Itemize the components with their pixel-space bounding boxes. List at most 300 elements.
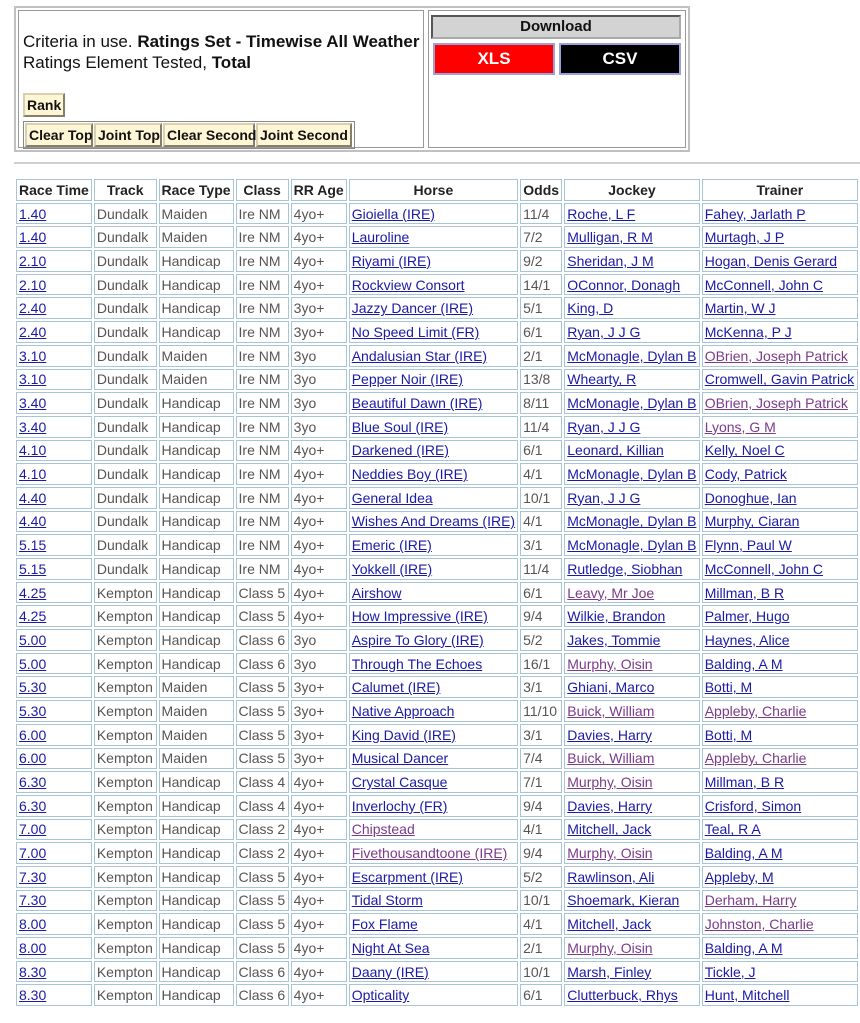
trainer-cell[interactable]	[702, 250, 858, 272]
trainer-link[interactable]: OBrien, Joseph Patrick	[704, 395, 848, 412]
horse-link[interactable]: Wishes And Dreams (IRE)	[351, 513, 516, 530]
horse-cell[interactable]	[349, 984, 518, 1006]
trainer-cell[interactable]	[702, 819, 858, 841]
horse-link[interactable]: Chipstead	[351, 821, 415, 838]
race-time-link[interactable]: 7.30	[19, 892, 47, 909]
jockey-cell[interactable]	[564, 842, 699, 864]
table-row	[16, 487, 858, 509]
trainer-link[interactable]: Appleby, Charlie	[704, 750, 807, 767]
joint-top-button[interactable]: Joint Top	[94, 123, 162, 147]
horse-cell[interactable]	[349, 487, 518, 509]
trainer-cell[interactable]	[702, 676, 858, 698]
horse-cell[interactable]	[349, 534, 518, 556]
horse-cell[interactable]	[349, 203, 518, 225]
trainer-cell[interactable]	[702, 771, 858, 793]
jockey-cell[interactable]	[564, 629, 699, 651]
race-time-link[interactable]: 8.30	[19, 987, 47, 1004]
horse-link[interactable]: Tidal Storm	[351, 892, 423, 909]
horse-link[interactable]: Crystal Casque	[351, 774, 448, 791]
horse-link[interactable]: Calumet (IRE)	[351, 679, 441, 696]
jockey-link[interactable]: Mitchell, Jack	[567, 916, 652, 933]
trainer-link[interactable]: Hogan, Denis Gerard	[704, 252, 837, 269]
horse-link[interactable]: Blue Soul (IRE)	[351, 418, 449, 435]
jockey-cell[interactable]	[564, 890, 699, 912]
horse-cell[interactable]	[349, 582, 518, 604]
jockey-cell[interactable]	[564, 771, 699, 793]
race-time-cell[interactable]	[16, 392, 92, 414]
horse-link[interactable]: Opticality	[351, 987, 410, 1004]
horse-cell[interactable]	[349, 345, 518, 367]
race-time-link[interactable]: 8.00	[19, 939, 47, 956]
trainer-link[interactable]: Fahey, Jarlath P	[704, 205, 806, 222]
jockey-link[interactable]: Leonard, Killian	[567, 442, 664, 459]
jockey-link[interactable]: Sheridan, J M	[567, 252, 654, 269]
trainer-link[interactable]: Crisford, Simon	[704, 797, 802, 814]
jockey-cell[interactable]	[564, 866, 699, 888]
trainer-link[interactable]: Botti, M	[704, 679, 753, 696]
header-trainer[interactable]: Trainer	[702, 179, 858, 201]
race-time-link[interactable]: 5.30	[19, 679, 47, 696]
race-time-cell[interactable]	[16, 369, 92, 391]
trainer-cell[interactable]	[702, 937, 858, 959]
jockey-link[interactable]: Marsh, Finley	[567, 963, 652, 980]
horse-cell[interactable]	[349, 274, 518, 296]
horse-cell[interactable]	[349, 819, 518, 841]
jockey-link[interactable]: Murphy, Oisin	[567, 845, 653, 862]
trainer-cell[interactable]	[702, 297, 858, 319]
horse-link[interactable]: Daany (IRE)	[351, 963, 429, 980]
race-time-cell[interactable]	[16, 321, 92, 343]
jockey-link[interactable]: Rawlinson, Ali	[567, 868, 655, 885]
race-time-cell[interactable]	[16, 203, 92, 225]
race-time-link[interactable]: 5.15	[19, 537, 47, 554]
race-time-cell[interactable]	[16, 416, 92, 438]
trainer-link[interactable]: Millman, B R	[704, 774, 785, 791]
trainer-cell[interactable]	[702, 203, 858, 225]
race-time-link[interactable]: 1.40	[19, 205, 47, 222]
horse-link[interactable]: Gioiella (IRE)	[351, 205, 435, 222]
horse-cell[interactable]	[349, 842, 518, 864]
horse-cell[interactable]	[349, 297, 518, 319]
trainer-link[interactable]: Botti, M	[704, 726, 753, 743]
trainer-link[interactable]: Millman, B R	[704, 584, 785, 601]
trainer-link[interactable]: Palmer, Hugo	[704, 608, 790, 625]
race-time-link[interactable]: 5.15	[19, 560, 47, 577]
race-time-link[interactable]: 2.10	[19, 276, 47, 293]
jockey-link[interactable]: McMonagle, Dylan B	[567, 466, 697, 483]
race-time-cell[interactable]	[16, 842, 92, 864]
horse-link[interactable]: Inverlochy (FR)	[351, 797, 448, 814]
race-time-cell[interactable]	[16, 676, 92, 698]
trainer-link[interactable]: Cromwell, Gavin Patrick	[704, 371, 855, 388]
element-prefix: Ratings Element Tested,	[23, 53, 212, 72]
trainer-cell[interactable]	[702, 629, 858, 651]
race-time-cell[interactable]	[16, 795, 92, 817]
trainer-cell[interactable]	[702, 913, 858, 935]
trainer-cell[interactable]	[702, 321, 858, 343]
horse-link[interactable]: How Impressive (IRE)	[351, 608, 488, 625]
race-time-cell[interactable]	[16, 700, 92, 722]
race-time-cell[interactable]	[16, 748, 92, 770]
trainer-link[interactable]: McConnell, John C	[704, 276, 823, 293]
horse-link[interactable]: Pepper Noir (IRE)	[351, 371, 463, 388]
jockey-link[interactable]: McMonagle, Dylan B	[567, 513, 697, 530]
horse-cell[interactable]	[349, 795, 518, 817]
jockey-cell[interactable]	[564, 984, 699, 1006]
horse-cell[interactable]	[349, 392, 518, 414]
class-cell: Class 6	[236, 653, 289, 675]
clear-second-button[interactable]: Clear Second	[163, 123, 255, 147]
trainer-cell[interactable]	[702, 369, 858, 391]
trainer-cell[interactable]	[702, 961, 858, 983]
race-time-link[interactable]: 6.30	[19, 797, 47, 814]
horse-link[interactable]: Lauroline	[351, 229, 410, 246]
trainer-cell[interactable]	[702, 653, 858, 675]
race-time-cell[interactable]	[16, 724, 92, 746]
race-type-cell: Maiden	[159, 676, 234, 698]
race-time-link[interactable]: 4.40	[19, 513, 47, 530]
horse-cell[interactable]	[349, 937, 518, 959]
trainer-link[interactable]: OBrien, Joseph Patrick	[704, 347, 848, 364]
race-time-link[interactable]: 2.10	[19, 252, 47, 269]
jockey-link[interactable]: Shoemark, Kieran	[567, 892, 680, 909]
trainer-cell[interactable]	[702, 582, 858, 604]
trainer-link[interactable]: McConnell, John C	[704, 560, 823, 577]
trainer-link[interactable]: Appleby, M	[704, 868, 774, 885]
trainer-link[interactable]: Johnston, Charlie	[704, 916, 814, 933]
trainer-cell[interactable]	[702, 226, 858, 248]
horse-link[interactable]: Fivethousandtoone (IRE)	[351, 845, 508, 862]
race-time-link[interactable]: 4.25	[19, 584, 47, 601]
table-row	[16, 274, 858, 296]
jockey-link[interactable]: Murphy, Oisin	[567, 939, 653, 956]
jockey-link[interactable]: Jakes, Tommie	[567, 631, 661, 648]
jockey-cell[interactable]	[564, 203, 699, 225]
horse-link[interactable]: Beautiful Dawn (IRE)	[351, 395, 483, 412]
race-time-cell[interactable]	[16, 984, 92, 1006]
class-cell: Ire NM	[236, 297, 289, 319]
table-row	[16, 629, 858, 651]
horse-cell[interactable]	[349, 416, 518, 438]
jockey-link[interactable]: Mulligan, R M	[567, 229, 653, 246]
trainer-cell[interactable]	[702, 558, 858, 580]
header-jockey[interactable]: Jockey	[564, 179, 699, 201]
race-time-cell[interactable]	[16, 274, 92, 296]
jockey-link[interactable]: Mitchell, Jack	[567, 821, 652, 838]
trainer-link[interactable]: Teal, R A	[704, 821, 761, 838]
trainer-cell[interactable]	[702, 463, 858, 485]
jockey-link[interactable]: McMonagle, Dylan B	[567, 537, 697, 554]
header-class[interactable]: Class	[236, 179, 289, 201]
race-time-cell[interactable]	[16, 605, 92, 627]
jockey-cell[interactable]	[564, 534, 699, 556]
trainer-cell[interactable]	[702, 392, 858, 414]
trainer-link[interactable]: Kelly, Noel C	[704, 442, 785, 459]
trainer-cell[interactable]	[702, 345, 858, 367]
race-time-cell[interactable]	[16, 440, 92, 462]
race-time-cell[interactable]	[16, 226, 92, 248]
jockey-cell[interactable]	[564, 463, 699, 485]
jockey-link[interactable]: Clutterbuck, Rhys	[567, 987, 678, 1004]
jockey-link[interactable]: Wilkie, Brandon	[567, 608, 666, 625]
trainer-cell[interactable]	[702, 890, 858, 912]
xls-download-button[interactable]: XLS	[433, 43, 555, 75]
race-time-link[interactable]: 3.40	[19, 418, 47, 435]
jockey-link[interactable]: King, D	[567, 300, 614, 317]
trainer-cell[interactable]	[702, 724, 858, 746]
trainer-cell[interactable]	[702, 274, 858, 296]
race-time-cell[interactable]	[16, 250, 92, 272]
header-race-type[interactable]: Race Type	[159, 179, 234, 201]
horse-cell[interactable]	[349, 676, 518, 698]
trainer-cell[interactable]	[702, 866, 858, 888]
trainer-link[interactable]: Cody, Patrick	[704, 466, 787, 483]
trainer-cell[interactable]	[702, 511, 858, 533]
jockey-cell[interactable]	[564, 274, 699, 296]
jockey-cell[interactable]	[564, 345, 699, 367]
odds-cell: 9/2	[520, 250, 562, 272]
jockey-cell[interactable]	[564, 416, 699, 438]
jockey-cell[interactable]	[564, 392, 699, 414]
race-time-cell[interactable]	[16, 582, 92, 604]
trainer-link[interactable]: Donoghue, Ian	[704, 489, 797, 506]
jockey-link[interactable]: McMonagle, Dylan B	[567, 395, 697, 412]
trainer-link[interactable]: Flynn, Paul W	[704, 537, 792, 554]
horse-link[interactable]: Darkened (IRE)	[351, 442, 449, 459]
horse-cell[interactable]	[349, 226, 518, 248]
race-time-link[interactable]: 7.30	[19, 868, 47, 885]
jockey-cell[interactable]	[564, 937, 699, 959]
race-time-cell[interactable]	[16, 913, 92, 935]
horse-link[interactable]: Through The Echoes	[351, 655, 483, 672]
jockey-cell[interactable]	[564, 297, 699, 319]
race-time-link[interactable]: 3.10	[19, 371, 47, 388]
horse-cell[interactable]	[349, 700, 518, 722]
trainer-cell[interactable]	[702, 534, 858, 556]
header-race-time[interactable]: Race Time	[16, 179, 92, 201]
trainer-cell[interactable]	[702, 984, 858, 1006]
jockey-cell[interactable]	[564, 700, 699, 722]
race-time-cell[interactable]	[16, 937, 92, 959]
rr-age-cell: 3yo+	[291, 748, 347, 770]
trainer-link[interactable]: Balding, A M	[704, 655, 783, 672]
race-time-link[interactable]: 7.00	[19, 821, 47, 838]
jockey-cell[interactable]	[564, 511, 699, 533]
horse-cell[interactable]	[349, 961, 518, 983]
horse-cell[interactable]	[349, 558, 518, 580]
trainer-link[interactable]: Tickle, J	[704, 963, 756, 980]
race-time-cell[interactable]	[16, 463, 92, 485]
race-time-cell[interactable]	[16, 890, 92, 912]
trainer-link[interactable]: Martin, W J	[704, 300, 776, 317]
jockey-link[interactable]: Murphy, Oisin	[567, 774, 653, 791]
jockey-link[interactable]: OConnor, Donagh	[567, 276, 681, 293]
horse-link[interactable]: Andalusian Star (IRE)	[351, 347, 488, 364]
race-time-link[interactable]: 3.40	[19, 395, 47, 412]
jockey-cell[interactable]	[564, 226, 699, 248]
race-time-link[interactable]: 6.30	[19, 774, 47, 791]
race-time-cell[interactable]	[16, 653, 92, 675]
race-time-cell[interactable]	[16, 511, 92, 533]
horse-cell[interactable]	[349, 771, 518, 793]
horse-cell[interactable]	[349, 511, 518, 533]
jockey-link[interactable]: Davies, Harry	[567, 797, 653, 814]
race-time-cell[interactable]	[16, 345, 92, 367]
race-time-link[interactable]: 4.40	[19, 489, 47, 506]
race-time-link[interactable]: 8.30	[19, 963, 47, 980]
jockey-cell[interactable]	[564, 748, 699, 770]
jockey-cell[interactable]	[564, 250, 699, 272]
horse-link[interactable]: Rockview Consort	[351, 276, 465, 293]
race-time-cell[interactable]	[16, 629, 92, 651]
jockey-link[interactable]: Buick, William	[567, 750, 655, 767]
joint-second-button[interactable]: Joint Second	[256, 123, 352, 147]
jockey-link[interactable]: Davies, Harry	[567, 726, 653, 743]
race-time-link[interactable]: 3.10	[19, 347, 47, 364]
jockey-link[interactable]: Whearty, R	[567, 371, 637, 388]
race-time-cell[interactable]	[16, 819, 92, 841]
horse-link[interactable]: Night At Sea	[351, 939, 430, 956]
jockey-link[interactable]: Ryan, J J G	[567, 489, 641, 506]
jockey-link[interactable]: Ghiani, Marco	[567, 679, 655, 696]
jockey-cell[interactable]	[564, 369, 699, 391]
race-time-link[interactable]: 6.00	[19, 750, 47, 767]
horse-link[interactable]: Escarpment (IRE)	[351, 868, 463, 885]
jockey-cell[interactable]	[564, 558, 699, 580]
trainer-link[interactable]: Lyons, G M	[704, 418, 776, 435]
jockey-cell[interactable]	[564, 819, 699, 841]
trainer-link[interactable]: Haynes, Alice	[704, 631, 790, 648]
horse-link[interactable]: No Speed Limit (FR)	[351, 323, 480, 340]
horse-link[interactable]: Aspire To Glory (IRE)	[351, 631, 484, 648]
horse-cell[interactable]	[349, 653, 518, 675]
horse-cell[interactable]	[349, 463, 518, 485]
jockey-cell[interactable]	[564, 321, 699, 343]
race-time-link[interactable]: 8.00	[19, 916, 47, 933]
trainer-link[interactable]: Balding, A M	[704, 845, 783, 862]
jockey-link[interactable]: Roche, L F	[567, 205, 636, 222]
horse-link[interactable]: Native Approach	[351, 702, 455, 719]
jockey-cell[interactable]	[564, 961, 699, 983]
jockey-link[interactable]: Ryan, J J G	[567, 418, 641, 435]
horse-link[interactable]: King David (IRE)	[351, 726, 456, 743]
trainer-link[interactable]: Murphy, Ciaran	[704, 513, 800, 530]
trainer-cell[interactable]	[702, 700, 858, 722]
trainer-link[interactable]: Murtagh, J P	[704, 229, 785, 246]
horse-cell[interactable]	[349, 866, 518, 888]
jockey-cell[interactable]	[564, 440, 699, 462]
trainer-cell[interactable]	[702, 605, 858, 627]
trainer-cell[interactable]	[702, 795, 858, 817]
jockey-cell[interactable]	[564, 487, 699, 509]
jockey-cell[interactable]	[564, 676, 699, 698]
trainer-link[interactable]: McKenna, P J	[704, 323, 792, 340]
jockey-cell[interactable]	[564, 913, 699, 935]
jockey-link[interactable]: Buick, William	[567, 702, 655, 719]
trainer-cell[interactable]	[702, 416, 858, 438]
trainer-link[interactable]: Balding, A M	[704, 939, 783, 956]
table-row	[16, 558, 858, 580]
race-time-cell[interactable]	[16, 487, 92, 509]
horse-link[interactable]: Jazzy Dancer (IRE)	[351, 300, 474, 317]
horse-link[interactable]: Musical Dancer	[351, 750, 449, 767]
horse-link[interactable]: Fox Flame	[351, 916, 418, 933]
jockey-cell[interactable]	[564, 724, 699, 746]
horse-link[interactable]: Riyami (IRE)	[351, 252, 432, 269]
trainer-link[interactable]: Hunt, Mitchell	[704, 987, 790, 1004]
horse-link[interactable]: Airshow	[351, 584, 402, 601]
race-time-link[interactable]: 5.00	[19, 631, 47, 648]
jockey-cell[interactable]	[564, 582, 699, 604]
header-track[interactable]: Track	[94, 179, 157, 201]
horse-cell[interactable]	[349, 629, 518, 651]
horse-link[interactable]: Neddies Boy (IRE)	[351, 466, 468, 483]
jockey-cell[interactable]	[564, 653, 699, 675]
jockey-link[interactable]: Murphy, Oisin	[567, 655, 653, 672]
race-time-link[interactable]: 2.40	[19, 323, 47, 340]
horse-link[interactable]: Yokkell (IRE)	[351, 560, 433, 577]
horse-link[interactable]: Emeric (IRE)	[351, 537, 432, 554]
horse-cell[interactable]	[349, 724, 518, 746]
jockey-link[interactable]: Leavy, Mr Joe	[567, 584, 655, 601]
horse-cell[interactable]	[349, 748, 518, 770]
trainer-cell[interactable]	[702, 487, 858, 509]
horse-cell[interactable]	[349, 321, 518, 343]
rank-button[interactable]: Rank	[23, 93, 65, 117]
race-time-link[interactable]: 2.40	[19, 300, 47, 317]
race-time-link[interactable]: 4.10	[19, 466, 47, 483]
clear-top-button[interactable]: Clear Top	[25, 123, 93, 147]
trainer-link[interactable]: Appleby, Charlie	[704, 702, 807, 719]
race-time-link[interactable]: 7.00	[19, 845, 47, 862]
table-row	[16, 440, 858, 462]
race-time-link[interactable]: 4.10	[19, 442, 47, 459]
race-time-link[interactable]: 5.30	[19, 702, 47, 719]
horse-cell[interactable]	[349, 890, 518, 912]
trainer-cell[interactable]	[702, 748, 858, 770]
trainer-link[interactable]: Derham, Harry	[704, 892, 797, 909]
jockey-cell[interactable]	[564, 605, 699, 627]
horse-cell[interactable]	[349, 369, 518, 391]
horse-link[interactable]: General Idea	[351, 489, 433, 506]
race-time-link[interactable]: 5.00	[19, 655, 47, 672]
jockey-link[interactable]: McMonagle, Dylan B	[567, 347, 697, 364]
horse-cell[interactable]	[349, 250, 518, 272]
horse-cell[interactable]	[349, 440, 518, 462]
race-time-link[interactable]: 6.00	[19, 726, 47, 743]
race-time-cell[interactable]	[16, 558, 92, 580]
race-time-link[interactable]: 1.40	[19, 229, 47, 246]
header-rr-age[interactable]: RR Age	[291, 179, 347, 201]
race-time-cell[interactable]	[16, 866, 92, 888]
jockey-cell[interactable]	[564, 795, 699, 817]
trainer-cell[interactable]	[702, 440, 858, 462]
csv-download-button[interactable]: CSV	[559, 43, 681, 75]
race-time-cell[interactable]	[16, 534, 92, 556]
race-time-cell[interactable]	[16, 961, 92, 983]
jockey-link[interactable]: Ryan, J J G	[567, 323, 641, 340]
jockey-link[interactable]: Rutledge, Siobhan	[567, 560, 683, 577]
race-time-cell[interactable]	[16, 297, 92, 319]
horse-cell[interactable]	[349, 605, 518, 627]
race-time-link[interactable]: 4.25	[19, 608, 47, 625]
trainer-cell[interactable]	[702, 842, 858, 864]
horse-cell[interactable]	[349, 913, 518, 935]
race-time-cell[interactable]	[16, 771, 92, 793]
race-type-cell: Maiden	[159, 748, 234, 770]
header-horse[interactable]: Horse	[349, 179, 518, 201]
header-odds[interactable]: Odds	[520, 179, 562, 201]
